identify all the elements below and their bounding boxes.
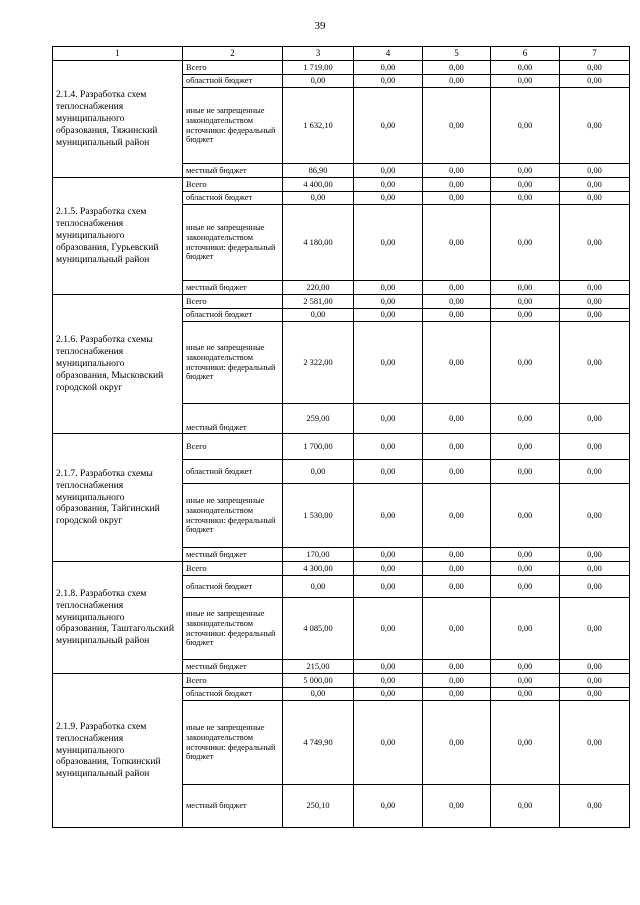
amount-cell: 0,00 xyxy=(354,205,423,281)
amount-cell: 0,00 xyxy=(354,598,423,660)
amount-cell: 0,00 xyxy=(354,192,423,205)
amount-cell: 0,00 xyxy=(491,674,560,688)
amount-cell: 0,00 xyxy=(423,674,491,688)
amount-cell: 4 300,00 xyxy=(283,562,354,576)
amount-cell: 0,00 xyxy=(560,576,630,598)
amount-cell: 0,00 xyxy=(491,785,560,828)
funding-source: Всего xyxy=(183,434,283,460)
table-row xyxy=(53,295,630,309)
amount-cell: 0,00 xyxy=(560,178,630,192)
amount-cell: 0,00 xyxy=(491,460,560,484)
amount-cell: 0,00 xyxy=(354,434,423,460)
amount-cell: 0,00 xyxy=(423,322,491,404)
amount-cell: 0,00 xyxy=(354,548,423,562)
amount-cell: 0,00 xyxy=(491,164,560,178)
amount-cell: 2 581,00 xyxy=(283,295,354,309)
amount-cell: 0,00 xyxy=(423,192,491,205)
amount-cell: 4 400,00 xyxy=(283,178,354,192)
amount-cell: 0,00 xyxy=(560,295,630,309)
table-row xyxy=(53,434,630,460)
measure-name: 2.1.8. Разработка схем теплоснабжения муниципального образования, Таштагольский муниципальный район xyxy=(53,562,183,674)
amount-cell: 0,00 xyxy=(560,281,630,295)
funding-source: Всего xyxy=(183,61,283,75)
column-header: 7 xyxy=(560,47,630,61)
amount-cell: 0,00 xyxy=(354,576,423,598)
table-row xyxy=(53,674,630,688)
funding-source: местный бюджет xyxy=(183,404,283,434)
amount-cell: 0,00 xyxy=(491,688,560,701)
amount-cell: 0,00 xyxy=(423,484,491,548)
amount-cell: 4 180,00 xyxy=(283,205,354,281)
table-row xyxy=(53,562,630,576)
column-header: 2 xyxy=(183,47,283,61)
amount-cell: 0,00 xyxy=(491,404,560,434)
funding-source: иные не запрещенные законодательством источники: федеральный бюджет xyxy=(183,484,283,548)
funding-source: местный бюджет xyxy=(183,281,283,295)
amount-cell: 5 000,00 xyxy=(283,674,354,688)
amount-cell: 0,00 xyxy=(423,576,491,598)
amount-cell: 0,00 xyxy=(354,688,423,701)
amount-cell: 0,00 xyxy=(560,322,630,404)
amount-cell: 0,00 xyxy=(354,404,423,434)
amount-cell: 0,00 xyxy=(354,295,423,309)
measure-name: 2.1.9. Разработка схем теплоснабжения муниципального образования, Топкинский муниципальный район xyxy=(53,674,183,828)
amount-cell: 0,00 xyxy=(423,281,491,295)
amount-cell: 0,00 xyxy=(491,192,560,205)
amount-cell: 0,00 xyxy=(560,785,630,828)
amount-cell: 86,90 xyxy=(283,164,354,178)
funding-source: иные не запрещенные законодательством источники: федеральный бюджет xyxy=(183,205,283,281)
funding-source: местный бюджет xyxy=(183,660,283,674)
amount-cell: 0,00 xyxy=(560,205,630,281)
amount-cell: 0,00 xyxy=(491,75,560,88)
amount-cell: 2 322,00 xyxy=(283,322,354,404)
funding-source: областной бюджет xyxy=(183,309,283,322)
funding-source: Всего xyxy=(183,178,283,192)
amount-cell: 0,00 xyxy=(560,562,630,576)
amount-cell: 0,00 xyxy=(354,660,423,674)
funding-source: областной бюджет xyxy=(183,192,283,205)
amount-cell: 0,00 xyxy=(354,785,423,828)
amount-cell: 0,00 xyxy=(491,61,560,75)
amount-cell: 0,00 xyxy=(491,562,560,576)
funding-source: областной бюджет xyxy=(183,688,283,701)
amount-cell: 0,00 xyxy=(560,75,630,88)
funding-source: Всего xyxy=(183,674,283,688)
amount-cell: 0,00 xyxy=(491,548,560,562)
amount-cell: 0,00 xyxy=(423,295,491,309)
amount-cell: 0,00 xyxy=(283,460,354,484)
funding-source: областной бюджет xyxy=(183,460,283,484)
amount-cell: 0,00 xyxy=(354,75,423,88)
amount-cell: 0,00 xyxy=(423,205,491,281)
budget-table xyxy=(52,46,630,828)
amount-cell: 0,00 xyxy=(423,434,491,460)
funding-source: иные не запрещенные законодательством источники: федеральный бюджет xyxy=(183,322,283,404)
amount-cell: 250,10 xyxy=(283,785,354,828)
amount-cell: 0,00 xyxy=(283,688,354,701)
amount-cell: 1 700,00 xyxy=(283,434,354,460)
amount-cell: 0,00 xyxy=(354,562,423,576)
measure-name: 2.1.7. Разработка схемы теплоснабжения муниципального образования, Тайгинский городской округ xyxy=(53,434,183,562)
amount-cell: 0,00 xyxy=(491,434,560,460)
amount-cell: 4 085,00 xyxy=(283,598,354,660)
amount-cell: 0,00 xyxy=(423,88,491,164)
amount-cell: 0,00 xyxy=(491,309,560,322)
amount-cell: 0,00 xyxy=(560,404,630,434)
amount-cell: 0,00 xyxy=(423,75,491,88)
amount-cell: 0,00 xyxy=(491,281,560,295)
amount-cell: 0,00 xyxy=(423,688,491,701)
amount-cell: 0,00 xyxy=(491,295,560,309)
amount-cell: 4 749,90 xyxy=(283,701,354,785)
amount-cell: 0,00 xyxy=(423,660,491,674)
amount-cell: 0,00 xyxy=(423,404,491,434)
funding-source: Всего xyxy=(183,295,283,309)
table-row xyxy=(53,178,630,192)
amount-cell: 0,00 xyxy=(354,322,423,404)
amount-cell: 0,00 xyxy=(491,598,560,660)
amount-cell: 0,00 xyxy=(354,484,423,548)
amount-cell: 0,00 xyxy=(560,548,630,562)
amount-cell: 0,00 xyxy=(491,484,560,548)
amount-cell: 259,00 xyxy=(283,404,354,434)
amount-cell: 0,00 xyxy=(560,484,630,548)
amount-cell: 0,00 xyxy=(560,674,630,688)
amount-cell: 0,00 xyxy=(354,460,423,484)
amount-cell: 0,00 xyxy=(560,598,630,660)
amount-cell: 0,00 xyxy=(354,164,423,178)
amount-cell: 0,00 xyxy=(423,309,491,322)
amount-cell: 0,00 xyxy=(354,701,423,785)
funding-source: иные не запрещенные законодательством источники: федеральный бюджет xyxy=(183,598,283,660)
amount-cell: 0,00 xyxy=(283,309,354,322)
amount-cell: 1 719,00 xyxy=(283,61,354,75)
measure-name: 2.1.6. Разработка схемы теплоснабжения муниципального образования, Мысковский городской округ xyxy=(53,295,183,434)
table-row xyxy=(53,61,630,75)
amount-cell: 0,00 xyxy=(354,61,423,75)
funding-source: иные не запрещенные законодательством источники: федеральный бюджет xyxy=(183,701,283,785)
amount-cell: 1 632,10 xyxy=(283,88,354,164)
amount-cell: 215,00 xyxy=(283,660,354,674)
amount-cell: 0,00 xyxy=(560,88,630,164)
amount-cell: 0,00 xyxy=(560,192,630,205)
budget-table-body xyxy=(53,61,630,828)
funding-source: местный бюджет xyxy=(183,785,283,828)
amount-cell: 0,00 xyxy=(283,192,354,205)
amount-cell: 0,00 xyxy=(560,61,630,75)
amount-cell: 0,00 xyxy=(491,660,560,674)
amount-cell: 0,00 xyxy=(354,674,423,688)
measure-name: 2.1.5. Разработка схем теплоснабжения муниципального образования, Гурьевский муниципальный район xyxy=(53,178,183,295)
amount-cell: 0,00 xyxy=(423,61,491,75)
amount-cell: 0,00 xyxy=(354,178,423,192)
amount-cell: 0,00 xyxy=(423,164,491,178)
amount-cell: 0,00 xyxy=(560,660,630,674)
amount-cell: 0,00 xyxy=(423,701,491,785)
amount-cell: 0,00 xyxy=(560,460,630,484)
measure-name: 2.1.4. Разработка схем теплоснабжения муниципального образования, Тяжинский муниципальный район xyxy=(53,61,183,178)
amount-cell: 0,00 xyxy=(560,434,630,460)
amount-cell: 0,00 xyxy=(354,88,423,164)
funding-source: областной бюджет xyxy=(183,75,283,88)
funding-source: местный бюджет xyxy=(183,164,283,178)
amount-cell: 0,00 xyxy=(423,178,491,192)
column-header: 5 xyxy=(423,47,491,61)
column-header-row xyxy=(53,47,630,61)
column-header: 1 xyxy=(53,47,183,61)
column-header: 3 xyxy=(283,47,354,61)
funding-source: Всего xyxy=(183,562,283,576)
amount-cell: 0,00 xyxy=(423,562,491,576)
amount-cell: 0,00 xyxy=(560,309,630,322)
amount-cell: 0,00 xyxy=(560,688,630,701)
funding-source: местный бюджет xyxy=(183,548,283,562)
amount-cell: 0,00 xyxy=(491,205,560,281)
amount-cell: 0,00 xyxy=(354,281,423,295)
amount-cell: 0,00 xyxy=(560,701,630,785)
amount-cell: 0,00 xyxy=(491,322,560,404)
column-header: 6 xyxy=(491,47,560,61)
amount-cell: 0,00 xyxy=(423,460,491,484)
amount-cell: 1 530,00 xyxy=(283,484,354,548)
amount-cell: 0,00 xyxy=(423,548,491,562)
amount-cell: 0,00 xyxy=(491,178,560,192)
funding-source: иные не запрещенные законодательством источники: федеральный бюджет xyxy=(183,88,283,164)
funding-source: областной бюджет xyxy=(183,576,283,598)
page-number: 39 xyxy=(314,20,326,32)
amount-cell: 0,00 xyxy=(491,576,560,598)
amount-cell: 170,00 xyxy=(283,548,354,562)
column-header: 4 xyxy=(354,47,423,61)
amount-cell: 0,00 xyxy=(283,576,354,598)
amount-cell: 0,00 xyxy=(560,164,630,178)
amount-cell: 0,00 xyxy=(491,701,560,785)
amount-cell: 0,00 xyxy=(283,75,354,88)
amount-cell: 0,00 xyxy=(423,785,491,828)
amount-cell: 0,00 xyxy=(423,598,491,660)
amount-cell: 220,00 xyxy=(283,281,354,295)
amount-cell: 0,00 xyxy=(491,88,560,164)
amount-cell: 0,00 xyxy=(354,309,423,322)
